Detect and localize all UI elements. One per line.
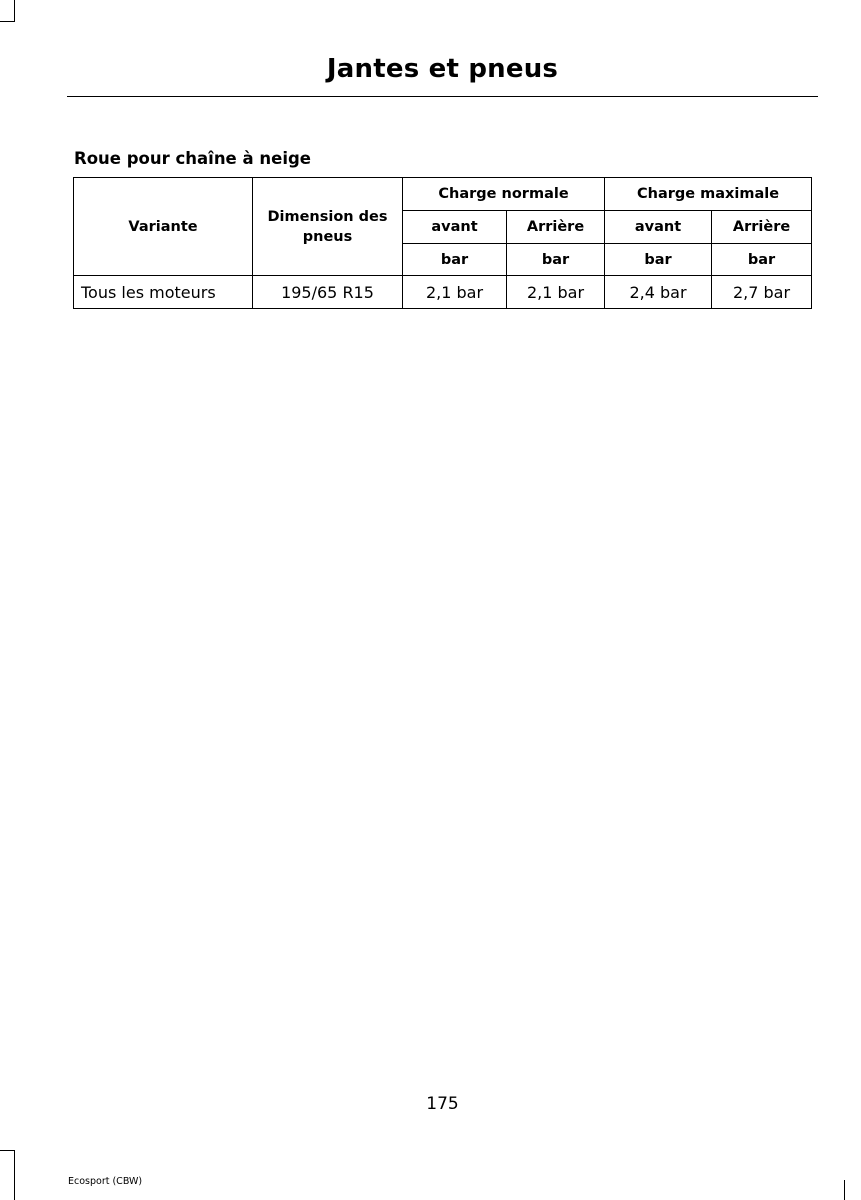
header-charge-maximale: Charge maximale: [605, 178, 812, 211]
header-dimension: [253, 178, 403, 276]
header-unit: bar: [507, 244, 605, 276]
header-unit: bar: [403, 244, 507, 276]
table-row: [74, 276, 812, 309]
header-maximale-avant: avant: [605, 211, 712, 244]
header-variante: Variante: [74, 178, 253, 276]
crop-mark-bottom-left-vertical: [14, 1150, 15, 1200]
header-maximale-arriere: Arrière: [712, 211, 812, 244]
crop-mark-top-left-vertical: [14, 0, 15, 22]
header-dimension-label: Dimension des pneus: [267, 208, 388, 245]
crop-mark-top-left-horizontal: [0, 21, 15, 22]
header-unit: bar: [712, 244, 812, 276]
footer-model: Ecosport (CBW): [68, 1176, 143, 1187]
header-normale-arriere: Arrière: [507, 211, 605, 244]
cell-normale-avant: 2,1 bar: [403, 276, 507, 309]
page-title: Jantes et pneus: [326, 54, 559, 84]
title-divider: [67, 96, 818, 97]
crop-mark-bottom-left-horizontal: [0, 1150, 15, 1151]
cell-dimension: 195/65 R15: [253, 276, 403, 309]
section-heading: Roue pour chaîne à neige: [74, 149, 311, 168]
cell-maximale-arriere: 2,7 bar: [712, 276, 812, 309]
header-charge-normale: Charge normale: [403, 178, 605, 211]
header-normale-avant: avant: [403, 211, 507, 244]
cell-normale-arriere: 2,1 bar: [507, 276, 605, 309]
cell-maximale-avant: 2,4 bar: [605, 276, 712, 309]
tire-pressure-table: [73, 177, 812, 309]
header-unit: bar: [605, 244, 712, 276]
page-number: 175: [426, 1094, 459, 1114]
cell-variante: Tous les moteurs: [74, 276, 253, 309]
table-header-row: [74, 178, 812, 211]
crop-mark-bottom-right-vertical: [844, 1180, 845, 1200]
